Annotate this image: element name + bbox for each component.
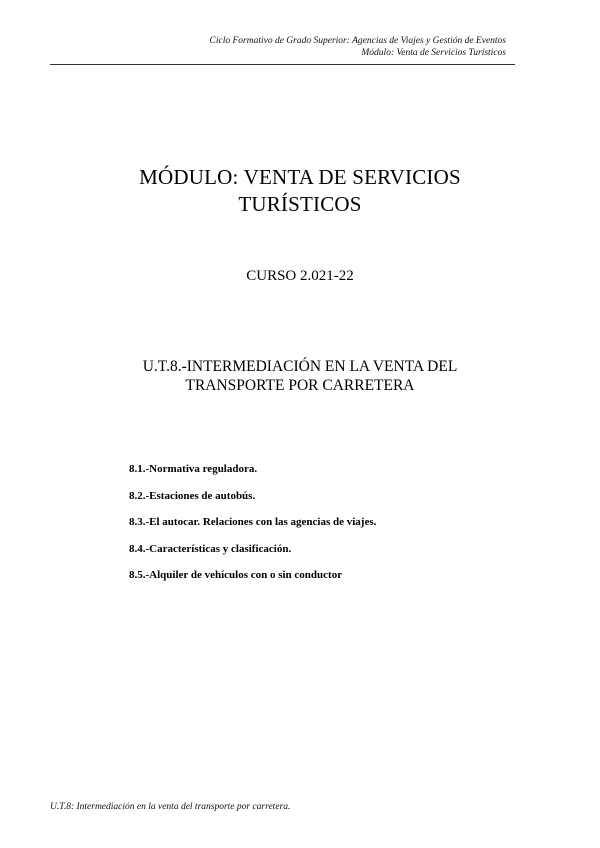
topic-item: 8.3.-El autocar. Relaciones con las agencias de viajes. [129,516,377,528]
unit-title [60,357,540,395]
topic-item: 8.5.-Alquiler de vehículos con o sin conductor [129,569,343,581]
page-footer: U.T.8: Intermediación en la venta del transporte por carretera. [50,802,291,812]
topic-list [129,463,376,596]
module-title [40,164,560,218]
topic-item: 8.1.-Normativa reguladora. [129,463,258,475]
course-year: CURSO 2.021-22 [246,268,354,284]
unit-title-line-1: U.T.8.-INTERMEDIACIÓN EN LA VENTA DEL [142,358,458,375]
topic-item: 8.4.-Características y clasificación. [129,542,292,555]
header-divider [50,64,515,65]
module-title-line-1: MÓDULO: VENTA DE SERVICIOS [139,165,461,189]
page-header [210,35,506,59]
header-module-line: Módulo: Venta de Servicios Turísticos [361,48,506,58]
module-title-line-2: TURÍSTICOS [238,192,362,216]
topic-item: 8.2.-Estaciones de autobús. [129,489,256,502]
unit-title-line-2: TRANSPORTE POR CARRETERA [185,377,415,394]
header-program-line: Ciclo Formativo de Grado Superior: Agencias de Viajes y Gestión de Eventos [209,36,506,46]
